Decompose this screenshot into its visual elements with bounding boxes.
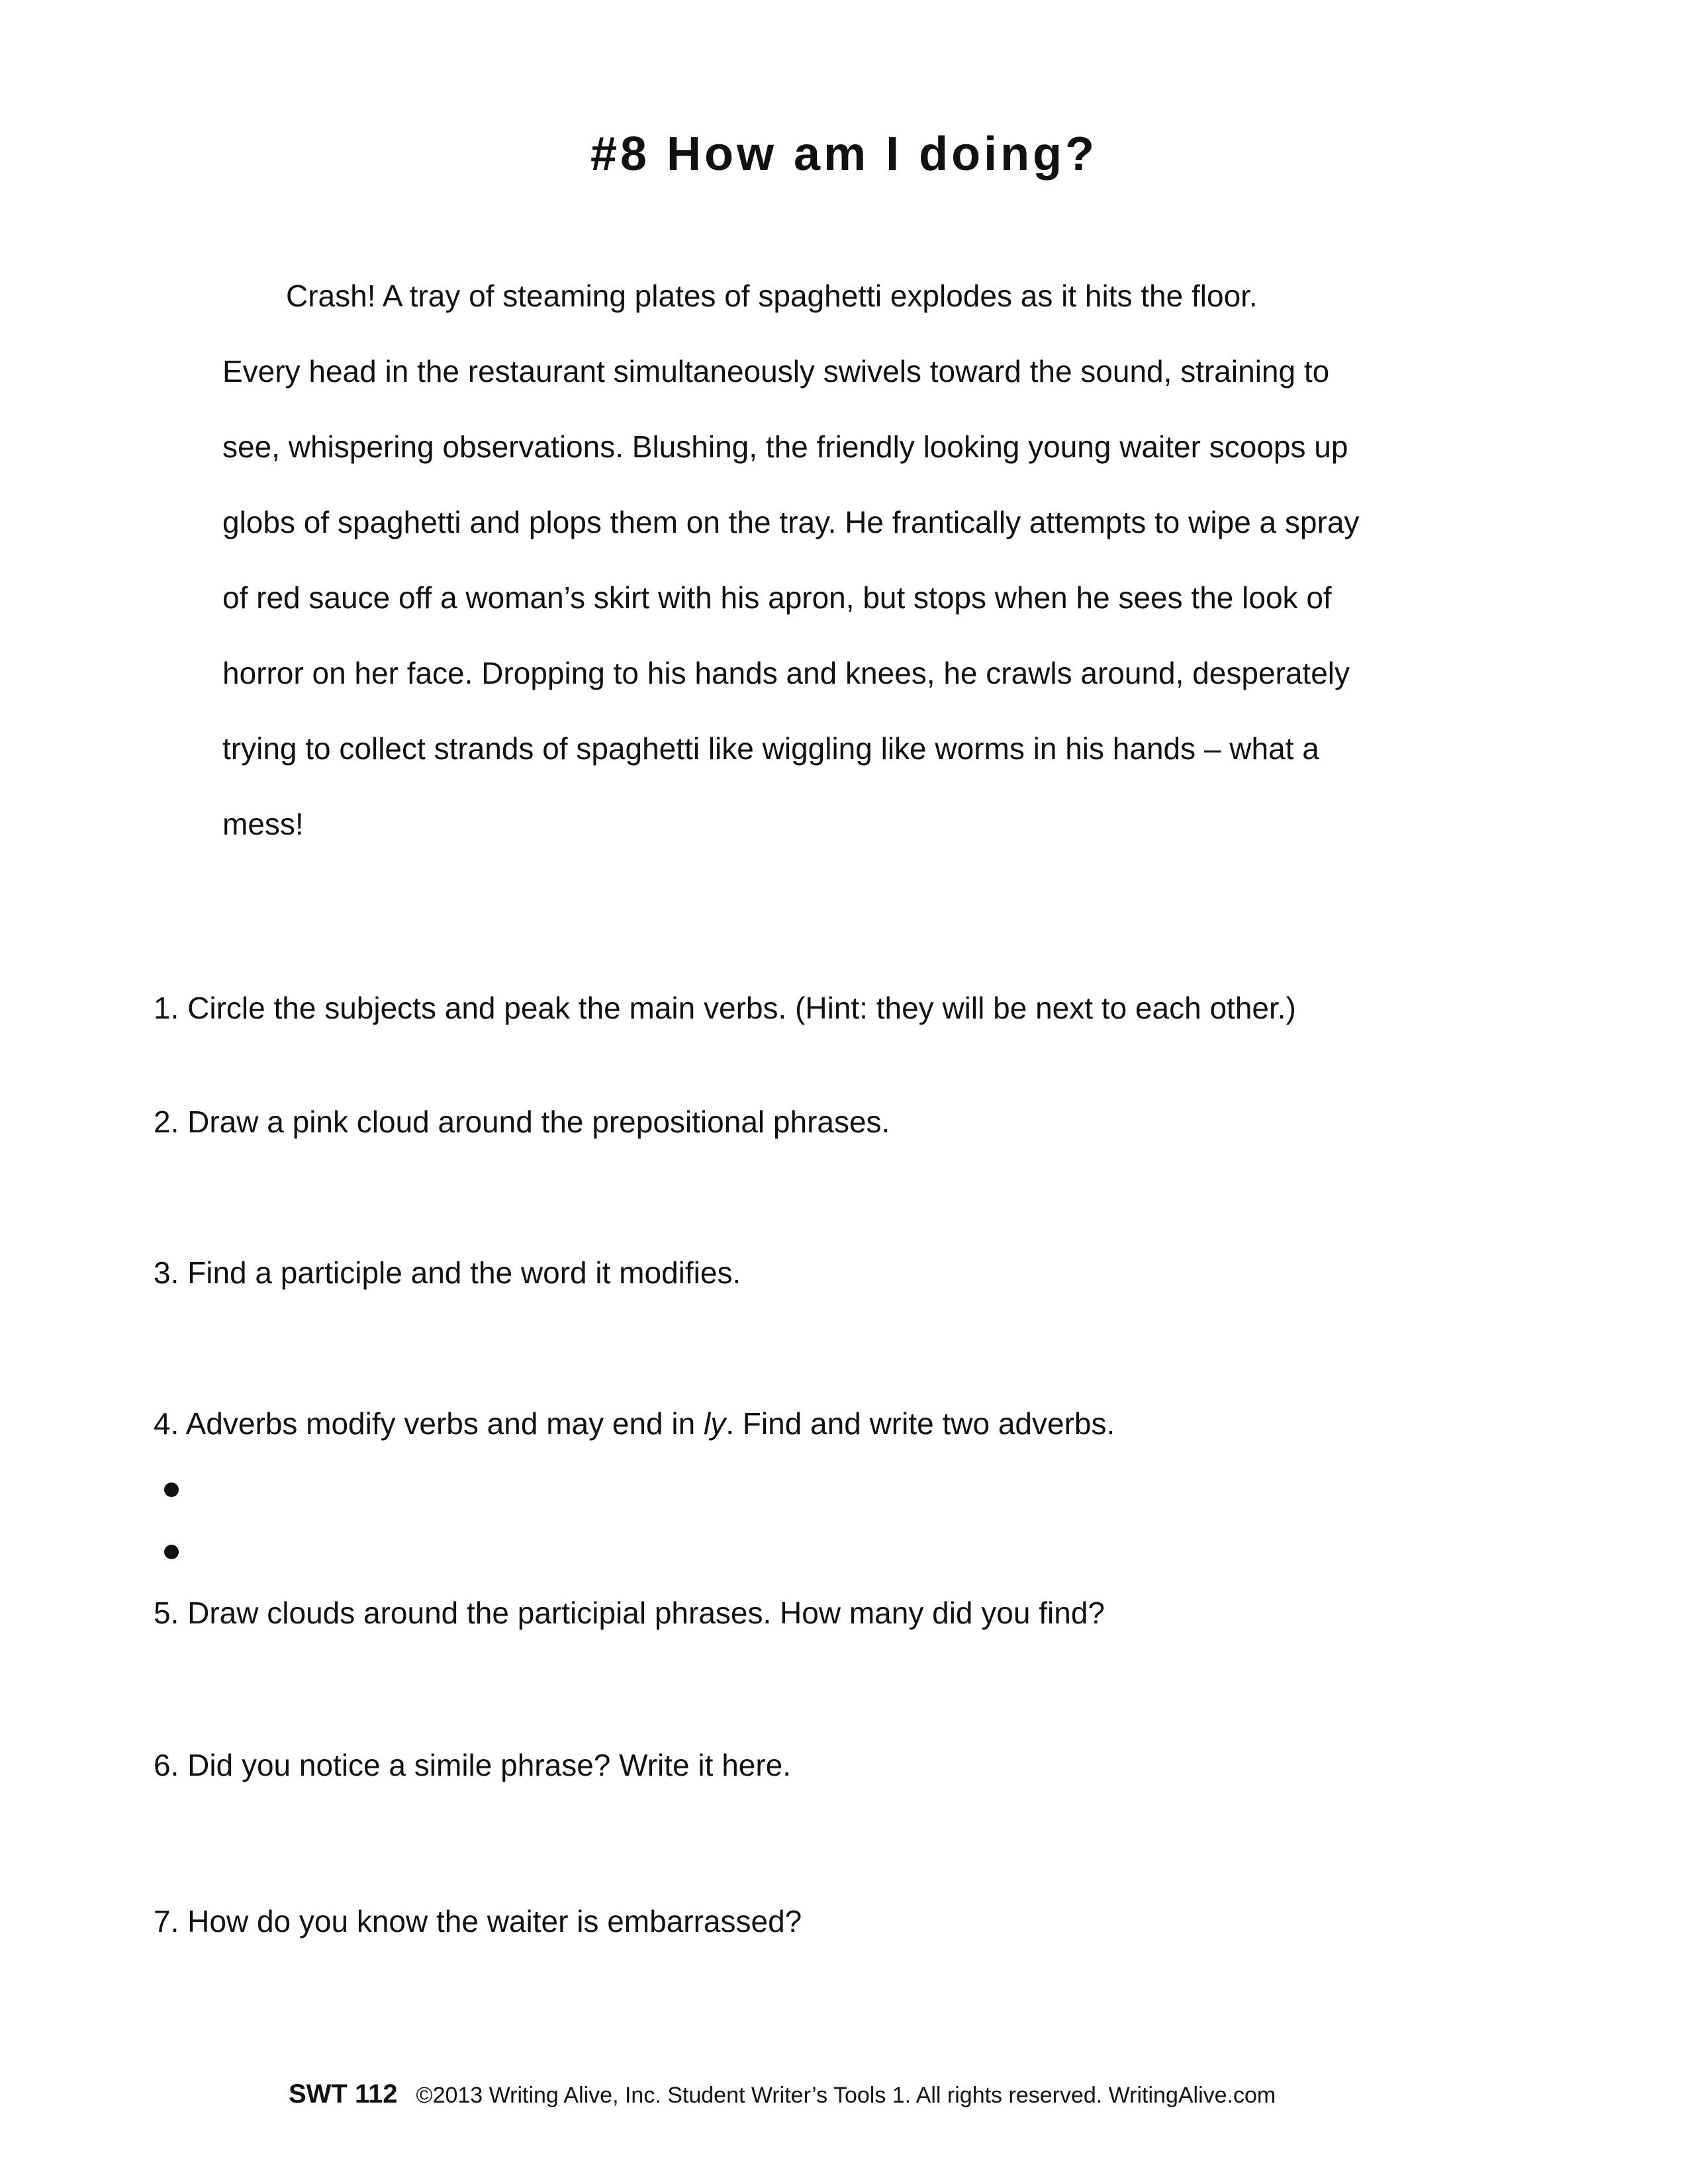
question-4 [154,1406,1115,1442]
question-3: 3. Find a participle and the word it modifies. [154,1255,741,1290]
question-7: 7. How do you know the waiter is embarrassed? [154,1904,802,1938]
passage-line: see, whispering observations. Blushing, the friendly looking young waiter scoops up [222,430,1348,464]
question-4-text: 4. Adverbs modify verbs and may end in [154,1406,704,1441]
passage-line: trying to collect strands of spaghetti like wiggling like worms in his hands – what a [222,731,1319,766]
question-5: 5. Draw clouds around the participial phrases. How many did you find? [154,1596,1105,1630]
passage-line: globs of spaghetti and plops them on the tray. He frantically attempts to wipe a spray [222,505,1360,539]
question-4-text-end: . Find and write two adverbs. [726,1406,1115,1441]
passage-line: mess! [222,807,304,841]
answer-bullet [164,1545,179,1559]
question-2: 2. Draw a pink cloud around the prepositional phrases. [154,1105,890,1139]
footer-code: SWT 112 [289,2079,398,2109]
passage-line: Every head in the restaurant simultaneously swivels toward the sound, straining to [222,354,1330,388]
passage-line: Crash! A tray of steaming plates of spaghetti explodes as it hits the floor. [286,279,1258,313]
question-4-italic: ly [704,1406,726,1441]
passage-line: horror on her face. Dropping to his hands and knees, he crawls around, desperately [222,656,1350,690]
page-footer [289,2078,1276,2110]
answer-bullet [164,1482,179,1497]
question-6: 6. Did you notice a simile phrase? Write it here. [154,1748,792,1782]
question-1: 1. Circle the subjects and peak the main verbs. (Hint: they will be next to each other.) [154,991,1296,1025]
footer-copyright: ©2013 Writing Alive, Inc. Student Writer’s Tools 1. All rights reserved. WritingAlive.com [416,2083,1276,2108]
page-title: #8 How am I doing? [590,128,1098,181]
passage-line: of red sauce off a woman’s skirt with his apron, but stops when he sees the look of [222,580,1332,615]
